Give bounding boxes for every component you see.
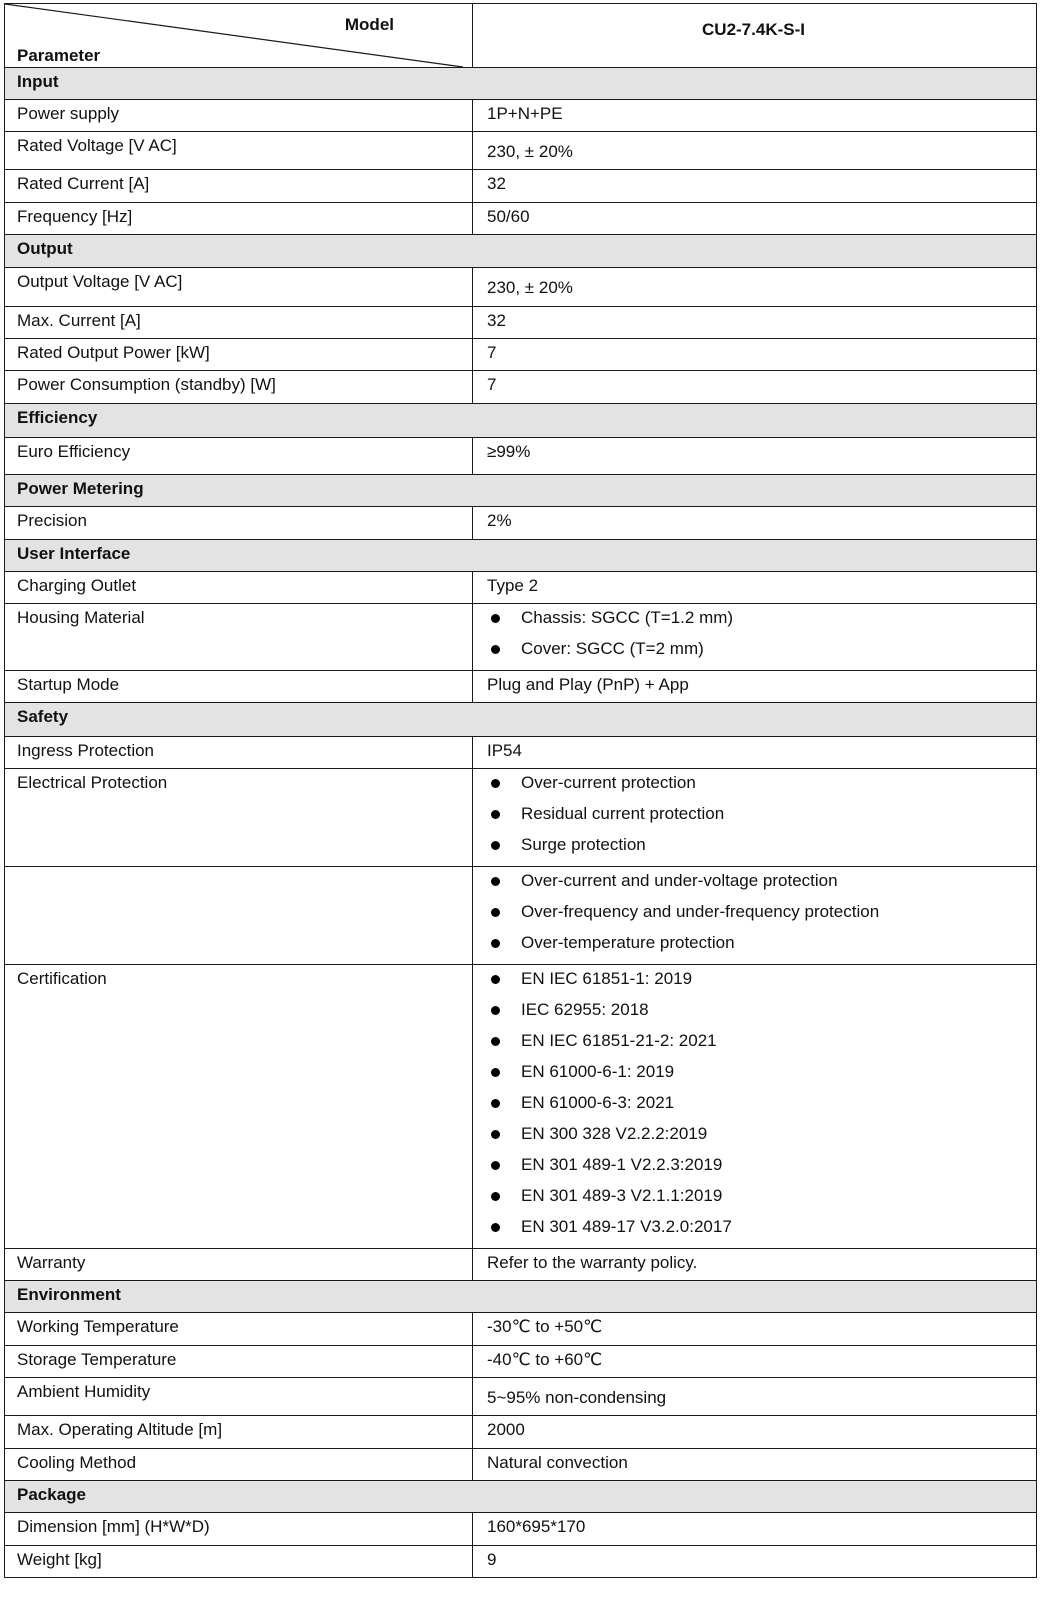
table-row bbox=[5, 1546, 1037, 1578]
section-title: Input bbox=[5, 68, 1037, 100]
param-value: 2% bbox=[473, 507, 1037, 540]
list-item: EN 61000-6-1: 2019 bbox=[487, 1062, 1022, 1093]
list-item: Cover: SGCC (T=2 mm) bbox=[487, 639, 1022, 670]
list-item: EN 61000-6-3: 2021 bbox=[487, 1093, 1022, 1124]
param-value-list bbox=[473, 867, 1037, 965]
list-item: EN IEC 61851-1: 2019 bbox=[487, 969, 1022, 1000]
list-item: Chassis: SGCC (T=1.2 mm) bbox=[487, 608, 1022, 639]
section-title: Safety bbox=[5, 703, 1037, 737]
table-row bbox=[5, 769, 1037, 867]
param-value-list bbox=[473, 769, 1037, 867]
section-user-interface bbox=[5, 540, 1037, 572]
list-item: EN 301 489-3 V2.1.1:2019 bbox=[487, 1186, 1022, 1217]
list-item: Surge protection bbox=[487, 835, 1022, 866]
param-label: Max. Current [A] bbox=[5, 307, 473, 339]
param-value-list bbox=[473, 965, 1037, 1249]
param-value: -30℃ to +50℃ bbox=[473, 1313, 1037, 1346]
list-item: Over-frequency and under-frequency protection bbox=[487, 902, 1022, 933]
param-value: 2000 bbox=[473, 1416, 1037, 1449]
param-label: Electrical Protection bbox=[5, 769, 473, 867]
section-title: Power Metering bbox=[5, 475, 1037, 507]
param-label: Charging Outlet bbox=[5, 572, 473, 604]
header-model-label: Model bbox=[344, 15, 394, 34]
list-item: EN 301 489-1 V2.2.3:2019 bbox=[487, 1155, 1022, 1186]
header-parameter-label: Parameter bbox=[17, 46, 101, 65]
section-package bbox=[5, 1481, 1037, 1513]
table-row bbox=[5, 268, 1037, 307]
table-row bbox=[5, 965, 1037, 1249]
section-title: Efficiency bbox=[5, 404, 1037, 438]
table-row bbox=[5, 170, 1037, 203]
table-row bbox=[5, 307, 1037, 339]
param-label: Ambient Humidity bbox=[5, 1378, 473, 1416]
param-label: Startup Mode bbox=[5, 671, 473, 703]
param-label: Frequency [Hz] bbox=[5, 203, 473, 235]
param-value-list bbox=[473, 604, 1037, 671]
table-row bbox=[5, 132, 1037, 170]
param-label: Housing Material bbox=[5, 604, 473, 671]
section-safety bbox=[5, 703, 1037, 737]
spec-table bbox=[4, 3, 1037, 1578]
header-model-value: CU2-7.4K-S-I bbox=[473, 4, 1037, 68]
param-label: Precision bbox=[5, 507, 473, 540]
param-value: Refer to the warranty policy. bbox=[473, 1249, 1037, 1281]
param-value: 50/60 bbox=[473, 203, 1037, 235]
section-power-metering bbox=[5, 475, 1037, 507]
param-label: Cooling Method bbox=[5, 1449, 473, 1481]
table-row bbox=[5, 100, 1037, 132]
section-title: Output bbox=[5, 235, 1037, 268]
param-value: 9 bbox=[473, 1546, 1037, 1578]
param-value: Plug and Play (PnP) + App bbox=[473, 671, 1037, 703]
param-label: Ingress Protection bbox=[5, 737, 473, 769]
param-label: Weight [kg] bbox=[5, 1546, 473, 1578]
list-item: EN 300 328 V2.2.2:2019 bbox=[487, 1124, 1022, 1155]
param-label: Power supply bbox=[5, 100, 473, 132]
param-value: ≥99% bbox=[473, 438, 1037, 475]
param-value: -40℃ to +60℃ bbox=[473, 1346, 1037, 1378]
param-value: 5~95% non-condensing bbox=[473, 1378, 1037, 1416]
table-row bbox=[5, 203, 1037, 235]
param-value: Type 2 bbox=[473, 572, 1037, 604]
header-diagonal-cell bbox=[5, 4, 473, 68]
param-label: Storage Temperature bbox=[5, 1346, 473, 1378]
section-title: User Interface bbox=[5, 540, 1037, 572]
param-label: Rated Current [A] bbox=[5, 170, 473, 203]
param-value: 230, ± 20% bbox=[473, 268, 1037, 307]
table-row bbox=[5, 371, 1037, 404]
param-value: 7 bbox=[473, 339, 1037, 371]
param-label-empty bbox=[5, 867, 473, 965]
table-row bbox=[5, 1416, 1037, 1449]
list-item: EN 301 489-17 V3.2.0:2017 bbox=[487, 1217, 1022, 1248]
param-label: Rated Output Power [kW] bbox=[5, 339, 473, 371]
table-row bbox=[5, 867, 1037, 965]
table-row bbox=[5, 1513, 1037, 1546]
section-title: Package bbox=[5, 1481, 1037, 1513]
param-value: 32 bbox=[473, 307, 1037, 339]
list-item: Residual current protection bbox=[487, 804, 1022, 835]
section-environment bbox=[5, 1281, 1037, 1313]
param-label: Dimension [mm] (H*W*D) bbox=[5, 1513, 473, 1546]
table-row bbox=[5, 1346, 1037, 1378]
param-label: Power Consumption (standby) [W] bbox=[5, 371, 473, 404]
param-value: IP54 bbox=[473, 737, 1037, 769]
param-value: 1P+N+PE bbox=[473, 100, 1037, 132]
param-label: Warranty bbox=[5, 1249, 473, 1281]
table-row bbox=[5, 1449, 1037, 1481]
param-label: Max. Operating Altitude [m] bbox=[5, 1416, 473, 1449]
table-row bbox=[5, 438, 1037, 475]
section-title: Environment bbox=[5, 1281, 1037, 1313]
table-row bbox=[5, 507, 1037, 540]
param-value: 230, ± 20% bbox=[473, 132, 1037, 170]
table-row bbox=[5, 339, 1037, 371]
section-efficiency bbox=[5, 404, 1037, 438]
table-row bbox=[5, 1378, 1037, 1416]
table-row bbox=[5, 1249, 1037, 1281]
param-value: Natural convection bbox=[473, 1449, 1037, 1481]
param-label: Rated Voltage [V AC] bbox=[5, 132, 473, 170]
param-label: Working Temperature bbox=[5, 1313, 473, 1346]
param-value: 7 bbox=[473, 371, 1037, 404]
list-item: IEC 62955: 2018 bbox=[487, 1000, 1022, 1031]
table-row bbox=[5, 737, 1037, 769]
param-value: 160*695*170 bbox=[473, 1513, 1037, 1546]
table-row bbox=[5, 671, 1037, 703]
list-item: Over-current protection bbox=[487, 773, 1022, 804]
table-row bbox=[5, 604, 1037, 671]
list-item: EN IEC 61851-21-2: 2021 bbox=[487, 1031, 1022, 1062]
table-header bbox=[5, 4, 1037, 68]
param-value: 32 bbox=[473, 170, 1037, 203]
param-label: Output Voltage [V AC] bbox=[5, 268, 473, 307]
param-label: Euro Efficiency bbox=[5, 438, 473, 475]
table-row bbox=[5, 572, 1037, 604]
section-output bbox=[5, 235, 1037, 268]
param-label: Certification bbox=[5, 965, 473, 1249]
list-item: Over-temperature protection bbox=[487, 933, 1022, 964]
list-item: Over-current and under-voltage protection bbox=[487, 871, 1022, 902]
table-row bbox=[5, 1313, 1037, 1346]
section-input bbox=[5, 68, 1037, 100]
